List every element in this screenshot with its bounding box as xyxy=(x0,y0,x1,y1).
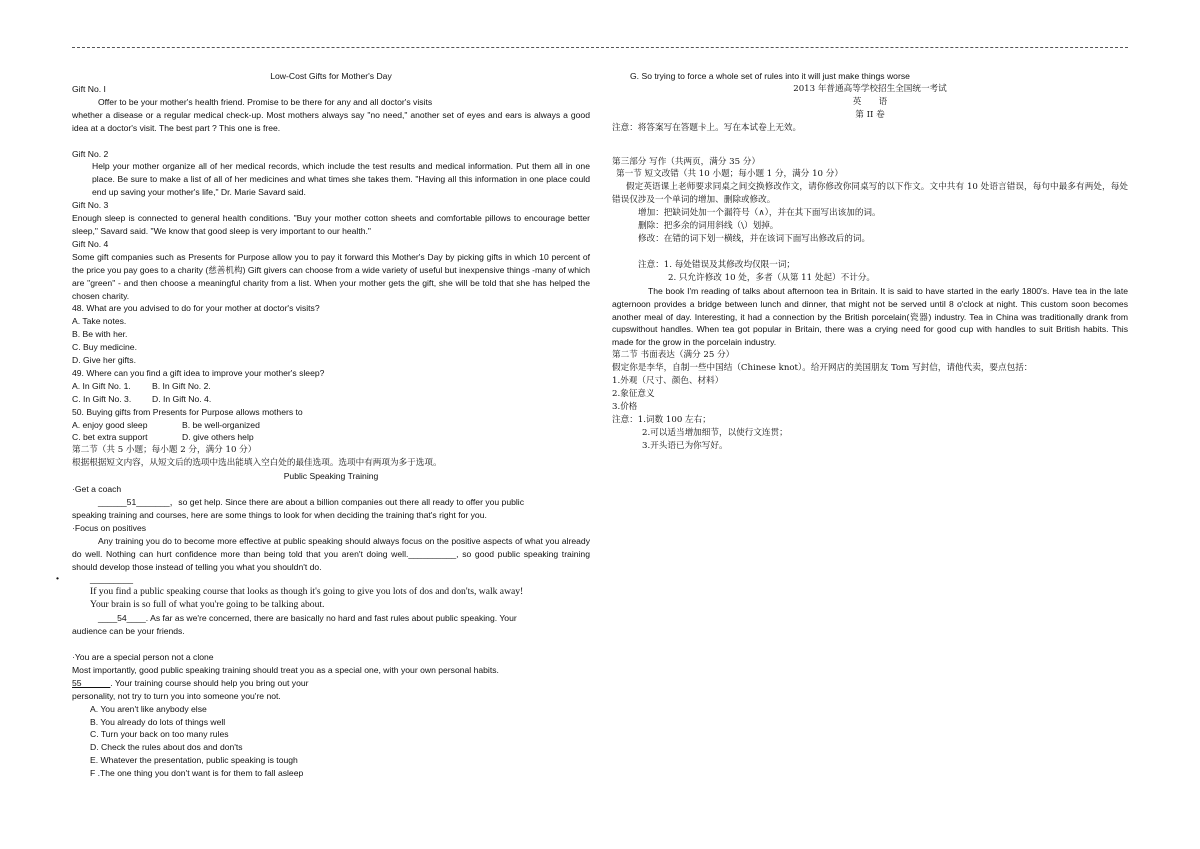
passage-title: Low-Cost Gifts for Mother's Day xyxy=(270,71,392,81)
subject-title: 英 语 xyxy=(852,96,888,107)
passage2-title: Public Speaking Training xyxy=(283,471,379,482)
section2-writing-heading: 第二节 书面表达（满分 25 分） xyxy=(612,350,735,361)
gift3-label: Gift No. 3 xyxy=(72,200,109,211)
blank-52-53 xyxy=(72,573,590,586)
q50-option-d: D. give others help xyxy=(182,432,254,443)
q49-option-a: A. In Gift No. 1. xyxy=(72,380,131,391)
heading-special-person: ·You are a special person not a clone xyxy=(72,651,214,662)
focus-text: Any training you do to become more effective at public speaking should always focus on the positive aspects of what you already do well. Nothing can hurt confidence more than being told that you aren't doing well.__________, so good public speaking training should develop those instead of telling you what you shouldn't do. xyxy=(72,535,590,572)
option-f: F .The one thing you don't want is for them to fall asleep xyxy=(90,768,304,779)
left-column xyxy=(72,70,590,780)
q50-option-b: B. be well-organized xyxy=(182,419,260,430)
notice: 注意：将答案写在答题卡上。写在本试卷上无效。 xyxy=(612,122,802,133)
right-column xyxy=(612,70,1128,452)
note-1: 注意：1. 每处错误及其修改均仅限一词； xyxy=(638,259,796,270)
line-55-text: . Your training course should help you bring out your xyxy=(110,677,309,688)
error-correction-essay: The book I'm reading of talks about afternoon tea in Britain. It is said to have started in the early 1800's. Have tea in the late agternoon provides a bridge between lunch and dinner, that might not be served until 8 o'clock at night. This custom soon becomes another meal of day. Interesting, it had a connection by the British porcelain(瓷器) industry. Tea in China was traditionally drank from cupswithout handles. When tea got popular in Britain, there was a crying need for good cup with handles to suit British habits. This made for the grow in the porcelain industry. xyxy=(612,285,1128,348)
requirement-3: 3.开头语已为你写好。 xyxy=(642,440,728,451)
option-a: A. You aren't like anybody else xyxy=(90,703,207,714)
requirement-1: 注意：1.词数 100 左右； xyxy=(612,414,711,425)
line-54-text-2: audience can be your friends. xyxy=(72,626,185,637)
option-e: E. Whatever the presentation, public speaking is tough xyxy=(90,755,298,766)
serif-line-1: If you find a public speaking course that looks as though it's going to give you lots of dos and don'ts, walk away! xyxy=(90,586,524,598)
requirement-2: 2.可以适当增加细节，以使行文连贯； xyxy=(642,427,788,438)
line-55-text-2: personality, not try to turn you into someone you're not. xyxy=(72,690,281,701)
question-49: 49. Where can you find a gift idea to improve your mother's sleep? xyxy=(72,367,325,378)
option-c: C. Turn your back on too many rules xyxy=(90,729,229,740)
option-b: B. You already do lots of things well xyxy=(90,716,226,727)
q50-option-c: C. bet extra support xyxy=(72,432,148,443)
part3-heading: 第三部分 写作（共两页，满分 35 分） xyxy=(612,156,761,167)
option-d: D. Check the rules about dos and don'ts xyxy=(90,742,243,753)
q49-option-d: D. In Gift No. 4. xyxy=(152,393,212,404)
gift2-text: Help your mother organize all of her medical records, which include the test results and medical information. Put them all in one place. Be sure to make a list of all of her medicines and what times she takes them. "Having all this information in one place could end up saving your mother's life," Dr. Marie Savard said. xyxy=(92,161,590,198)
bullet-blank: _________ xyxy=(90,574,134,585)
line-54-text: . As far as we're concerned, there are basically no hard and fast rules about public speaking. Your xyxy=(145,613,517,624)
section2-heading: 第二节（共 5 小题；每小题 2 分，满分 10 分） xyxy=(72,445,257,456)
gift1-line1: Offer to be your mother's health friend. Promise to be there for any and all doctor's visits xyxy=(98,96,433,107)
gift3-text: Enough sleep is connected to general health conditions. "Buy your mother cotton sheets and comfortable pillows to encourage better sleep," Savard said. "We know that good sleep is very important to our health." xyxy=(72,213,590,236)
top-dashed-rule xyxy=(72,47,1128,48)
q48-option-b: B. Be with her. xyxy=(72,329,128,340)
blank-55: 55______ xyxy=(72,677,111,688)
writing-task: 假定你是李华，自制一些中国结（Chinese knot）。给开网店的美国朋友 Tom 写封信，请他代卖，要点包括： xyxy=(612,363,1033,374)
rule-modify: 修改：在错的词下划一横线，并在该词下面写出修改后的词。 xyxy=(638,233,871,244)
blank-54: ____54____ xyxy=(98,613,146,624)
q49-option-b: B. In Gift No. 2. xyxy=(152,380,211,391)
gift4-text: Some gift companies such as Presents for Purpose allow you to pay it forward this Mother's Day by picking gifts in which 10 percent of the price you pay goes to a charity (慈善机构) Gift givers can choose from a wide variety of useful but inexpensive things -many of which are "green" - and then choose a meaningful charity from a list. When your mother gets the gift, she will be told that she has helped the chosen charity. xyxy=(72,251,590,301)
q49-option-c: C. In Gift No. 3. xyxy=(72,393,132,404)
special-text: Most importantly, good public speaking training should treat you as a special one, with your own personal habits. xyxy=(72,664,499,675)
gift2-label: Gift No. 2 xyxy=(72,148,109,159)
option-g: G. So trying to force a whole set of rules into it will just make things worse xyxy=(630,71,910,81)
q48-option-c: C. Buy medicine. xyxy=(72,342,137,353)
point-1: 1.外观（尺寸、颜色、材料） xyxy=(612,376,724,387)
point-3: 3.价格 xyxy=(612,401,638,412)
blank-51: ______51_______ xyxy=(98,497,170,507)
serif-line-2: Your brain is so full of what you're going to be talking about. xyxy=(90,599,325,611)
section2-instructions: 根据根据短文内容，从短文后的选项中选出能填入空白处的最佳选项。选项中有两项为多于选项。 xyxy=(72,458,442,469)
volume-title: 第 II 卷 xyxy=(855,109,885,120)
section1-instructions: 假定英语课上老师要求同桌之间交换修改作文，请你修改你同桌写的以下作文。文中共有 10 处语言错误，每句中最多有两处，每处错误仅涉及一个单词的增加、删除或修改。 xyxy=(612,182,1128,206)
gift1-label: Gift No. I xyxy=(72,83,106,94)
heading-get-coach: ·Get a coach xyxy=(72,484,122,495)
question-50: 50. Buying gifts from Presents for Purpose allows mothers to xyxy=(72,406,303,417)
coach-text-2: speaking training and courses, here are some things to look for when deciding the training that's right for you. xyxy=(72,509,487,520)
rule-add: 增加：把缺词处加一个漏符号（∧），并在其下面写出该加的词。 xyxy=(638,208,881,219)
point-2: 2.象征意义 xyxy=(612,388,655,399)
section1-heading: 第一节 短文改错（共 10 小题；每小题 1 分，满分 10 分） xyxy=(616,169,843,180)
heading-focus-positives: ·Focus on positives xyxy=(72,522,147,533)
gift4-label: Gift No. 4 xyxy=(72,238,109,249)
coach-text: ，so get help. Since there are about a billion companies out there all ready to offer you public xyxy=(169,497,525,507)
q48-option-d: D. Give her gifts. xyxy=(72,355,136,366)
question-48: 48. What are you advised to do for your mother at doctor's visits? xyxy=(72,303,320,314)
gift1-line2: whether a disease or a regular medical check-up. Most mothers always say "no need," another set of eyes and ears is always a good idea at a doctor's visit. The best part ? This one is free. xyxy=(72,109,590,133)
q48-option-a: A. Take notes. xyxy=(72,316,127,327)
note-2: 2. 只允许修改 10 处，多者（从第 11 处起）不计分。 xyxy=(668,272,876,283)
exam-title: 2013 年普通高等学校招生全国统一考试 xyxy=(793,83,947,94)
rule-delete: 删除：把多余的词用斜线（\）划掉。 xyxy=(638,221,779,232)
q50-option-a: A. enjoy good sleep xyxy=(72,419,148,430)
